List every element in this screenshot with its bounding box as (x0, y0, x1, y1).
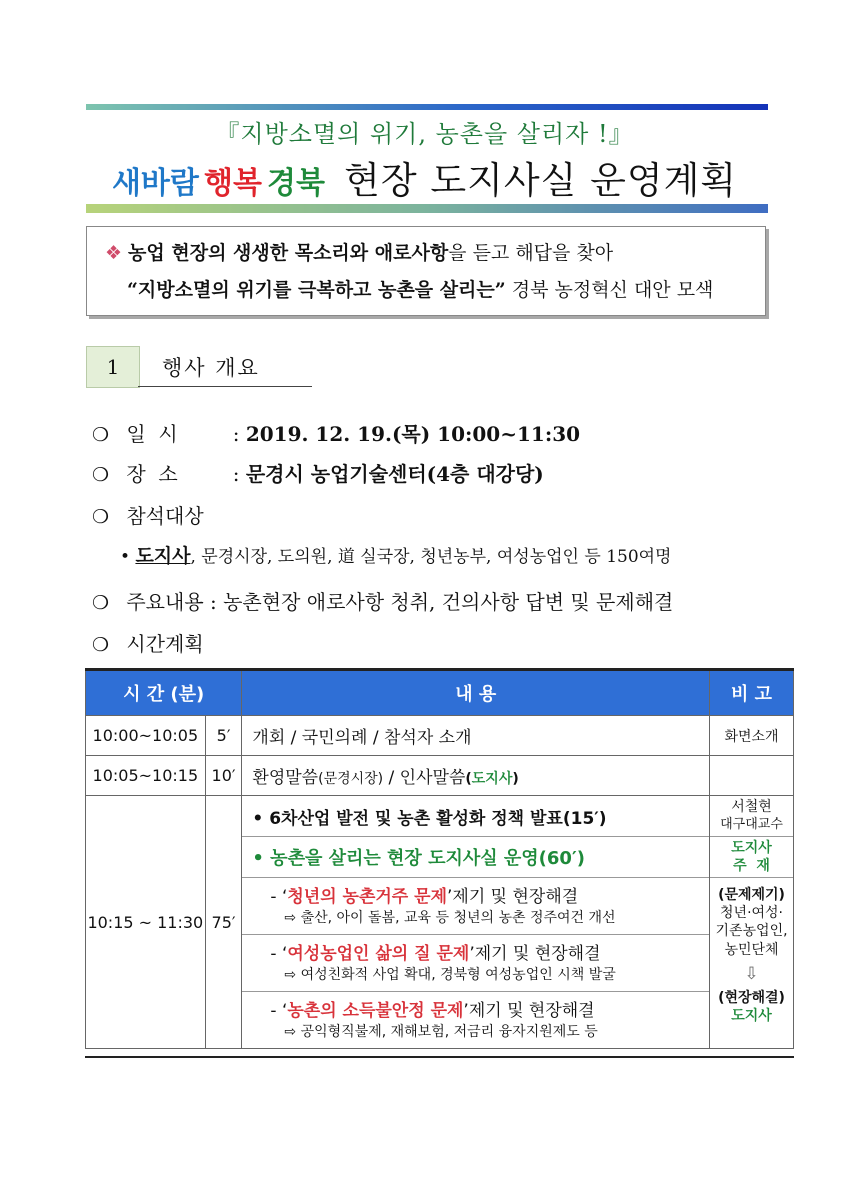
row3-note-host (710, 837, 793, 878)
row3-operation-wrap (242, 837, 709, 878)
date-label: 일 시 (126, 422, 178, 446)
row1-content: 개회 / 국민의례 / 참석자 소개 (242, 716, 710, 756)
table-header-row (86, 670, 794, 716)
document-subtitle: 『지방소멸의 위기, 농촌을 살리자 !』 (215, 120, 634, 148)
circle-bullet-icon: ❍ (92, 464, 110, 486)
title-part-gyeongbuk: 경북 (267, 166, 326, 201)
row3-content (242, 796, 710, 1049)
content-label: 주요내용 (126, 590, 204, 614)
issue3-detail: ⇨ 공익형직불제, 재해보험, 저금리 융자지원제도 등 (284, 1024, 598, 1040)
issue2-pre: - ‘ (270, 944, 288, 964)
title-part-haengbok: 행복 (203, 166, 262, 201)
row3-note (710, 796, 794, 1049)
row2-greeting-speaker: 도지사 (471, 771, 513, 787)
row3-issue-3 (242, 992, 709, 1048)
row3-note-flow (710, 878, 793, 1025)
document-title (0, 150, 849, 204)
attendees-rest: , 문경시장, 도의원, 道 실국장, 청년농부, 여성농업인 등 150여명 (190, 547, 672, 567)
issue1-pre: - ‘ (270, 887, 288, 907)
flow-resolve-title: (현장해결) (718, 989, 785, 1006)
issue1-post: ’제기 및 현장해결 (447, 887, 579, 907)
row2-note (710, 756, 794, 796)
row3-presentation-wrap (242, 796, 709, 837)
schedule-label: 시간계획 (126, 632, 204, 656)
overview-date: ❍ 일 시 : 2019. 12. 19.(목) 10:00~11:30 (92, 418, 580, 447)
row3-issue-1 (242, 878, 709, 935)
issue3-post: ’제기 및 현장해결 (463, 1001, 595, 1021)
row1-minutes: 5′ (205, 716, 242, 756)
row2-welcome: 환영말씀 (252, 768, 319, 788)
summary-line-2 (127, 275, 713, 302)
row2-greeting-speaker-wrap: (도지사) (465, 771, 519, 787)
presenter-affiliation: 대구대교수 (720, 816, 783, 832)
issue3-pre: - ‘ (270, 1001, 288, 1021)
circle-bullet-icon: ❍ (92, 592, 110, 614)
overview-schedule (92, 628, 204, 657)
overview-content: ❍ 주요내용 : 농촌현장 애로사항 청취, 건의사항 답변 및 문제해결 (92, 586, 673, 615)
content-value: 농촌현장 애로사항 청취, 건의사항 답변 및 문제해결 (223, 590, 674, 614)
issue1-detail: ⇨ 출산, 아이 돌봄, 교육 등 청년의 농촌 정주여건 개선 (284, 910, 616, 926)
top-gradient-bar (86, 104, 768, 110)
header-time: 시 간 (분) (86, 670, 242, 716)
bottom-gradient-bar (86, 204, 768, 213)
flow-issue-body1: 청년·여성· (720, 905, 784, 922)
date-value: 2019. 12. 19.(목) 10:00~11:30 (245, 422, 581, 446)
header-content: 내 용 (242, 670, 710, 716)
section-title: 행사 개요 (162, 356, 260, 380)
header-note: 비 고 (710, 670, 794, 716)
row2-time: 10:05~10:15 (86, 756, 206, 796)
overview-place: ❍ 장 소 : 문경시 농업기술센터(4층 대강당) (92, 458, 544, 487)
table-end-line (85, 1056, 794, 1058)
row3-issue-2 (242, 935, 709, 992)
host-name: 도지사 (731, 839, 772, 856)
issue2-title: 여성농업인 삶의 질 문제 (287, 944, 470, 964)
attendees-label: 참석대상 (126, 504, 204, 528)
row3-note-presenter (710, 796, 793, 837)
summary-box (86, 226, 766, 316)
flow-resolve-body: 도지사 (731, 1008, 772, 1025)
row2-welcome-speaker: (문경시장) (318, 771, 384, 787)
row2-greeting: / 인사말씀 (383, 768, 466, 788)
table-row (86, 796, 794, 1049)
circle-bullet-icon: ❍ (92, 424, 110, 446)
flow-issue-title: (문제제기) (718, 887, 785, 903)
circle-bullet-icon: ❍ (92, 506, 110, 528)
summary-line1-rest: 을 듣고 해답을 찾아 (448, 242, 614, 264)
summary-line1-bold: 농업 현장의 생생한 목소리와 애로사항 (128, 242, 449, 264)
summary-line-1 (105, 238, 613, 265)
row2-minutes: 10′ (205, 756, 242, 796)
down-arrow-icon: ⇩ (744, 963, 759, 984)
row3-operation: • 농촌을 살리는 현장 도지사실 운영(60′) (252, 848, 585, 869)
row2-content (242, 756, 710, 796)
place-label: 장 소 (126, 462, 178, 486)
section-number: 1 (86, 346, 140, 388)
summary-line2-rest: 경북 농정혁신 대안 모색 (505, 279, 714, 301)
overview-attendees (92, 500, 204, 529)
place-value: 문경시 농업기술센터(4층 대강당) (245, 462, 544, 486)
section-underline (138, 386, 312, 387)
row3-minutes: 75′ (205, 796, 242, 1049)
presenter-name: 서철현 (731, 799, 772, 816)
flow-issue-body2: 기존농업인, (715, 923, 788, 940)
row1-time: 10:00~10:05 (86, 716, 206, 756)
issue2-detail: ⇨ 여성친화적 사업 확대, 경북형 여성농업인 시책 발굴 (284, 967, 616, 983)
flow-issue-body3: 농민단체 (724, 941, 779, 958)
issue2-post: ’제기 및 현장해결 (469, 944, 601, 964)
issue1-title: 청년의 농촌거주 문제 (287, 887, 447, 907)
row3-presentation: • 6차산업 발전 및 농촌 활성화 정책 발표(15′) (252, 808, 607, 829)
row3-time: 10:15 ~ 11:30 (86, 796, 206, 1049)
diamond-bullet-icon: ❖ (105, 242, 123, 264)
title-main: 현장 도지사실 운영계획 (344, 159, 738, 202)
title-part-saebaram: 새바람 (111, 166, 199, 201)
row1-note: 화면소개 (710, 716, 794, 756)
table-row (86, 716, 794, 756)
circle-bullet-icon: ❍ (92, 634, 110, 656)
summary-line2-bold: “지방소멸의 위기를 극복하고 농촌을 살리는” (127, 279, 506, 301)
schedule-table (85, 668, 794, 1049)
issue3-title: 농촌의 소득불안정 문제 (287, 1001, 464, 1021)
host-role: 주 재 (733, 858, 770, 874)
attendees-detail: • 도지사, 문경시장, 도의원, 道 실국장, 청년농부, 여성농업인 등 150여명 (120, 545, 672, 567)
attendees-governor: 도지사 (135, 545, 191, 567)
table-row (86, 756, 794, 796)
